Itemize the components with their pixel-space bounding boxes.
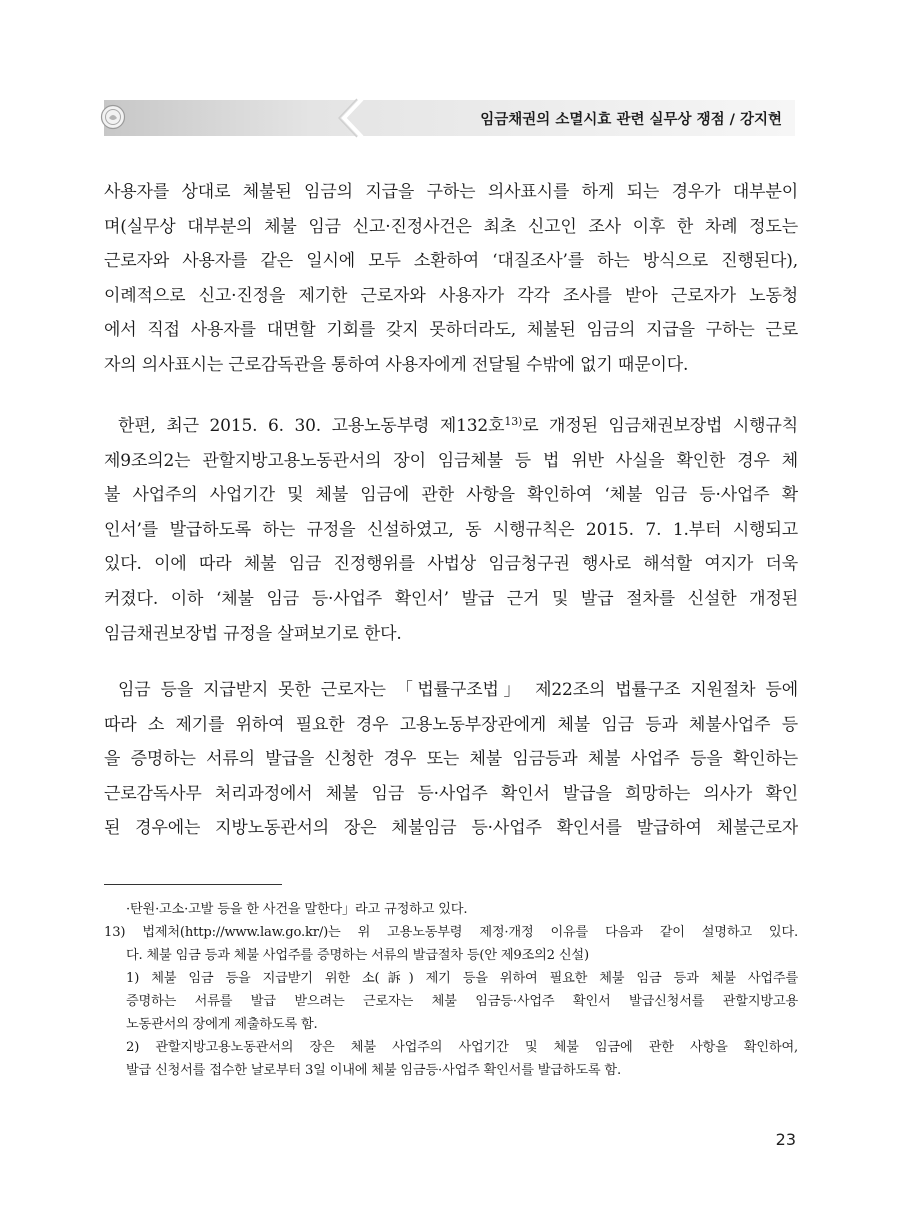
text-line: 자의 의사표시는 근로감독관을 통하여 사용자에게 전달될 수밖에 없기 때문이다. — [104, 354, 689, 375]
text-segment: 한편, 최근 2015. 6. 30. 고용노동부령 제132호 — [118, 416, 505, 436]
text-line: 있다. 이에 따라 체불 임금 진정행위를 사법상 임금청구권 행사로 해석할 여지가 더욱 — [104, 554, 798, 575]
footnote-line: 발급 신청서를 접수한 날로부터 3일 이내에 체불 임금등·사업주 확인서를 발급하도록 함. — [126, 1063, 621, 1078]
text-line: 근로감독사무 처리과정에서 체불 임금 등·사업주 확인서 발급을 희망하는 의사가 확인 — [104, 783, 798, 804]
footnote-divider — [104, 884, 282, 885]
text-line: 며(실무상 대부분의 체불 임금 신고·진정사건은 최초 신고인 조사 이후 한 차례 정도는 — [104, 216, 798, 237]
running-title: 임금채권의 소멸시효 관련 실무상 쟁점 / 강지현 — [480, 112, 782, 128]
text-line: 불 사업주의 사업기간 및 체불 임금에 관한 사항을 확인하여 ‘체불 임금 등·사업주 확 — [104, 485, 798, 506]
text-line: 사용자를 상대로 체불된 임금의 지급을 구하는 의사표시를 하게 되는 경우가 대부분이 — [104, 182, 798, 202]
text-line: 을 증명하는 서류의 발급을 신청한 경우 또는 체불 임금등과 체불 사업주 등을 확인하는 — [104, 749, 798, 770]
text-line: 근로자와 사용자를 같은 일시에 모두 소환하여 ‘대질조사’를 하는 방식으로 진행된다), — [104, 251, 798, 272]
footnote-line: 다. 체불 임금 등과 체불 사업주를 증명하는 서류의 발급절차 등(안 제9조의2 신설) — [126, 948, 589, 963]
text-line — [104, 409, 798, 444]
text-line: 인서’를 발급하도록 하는 규정을 신설하였고, 동 시행규칙은 2015. 7. 1.부터 시행되고 — [104, 519, 798, 540]
text-line: 이례적으로 신고·진정을 제기한 근로자와 사용자가 각각 조사를 받아 근로자가 노동청 — [104, 285, 798, 306]
footnote-line: 1) 체불 임금 등을 지급받기 위한 소(訴) 제기 등을 위하여 필요한 체불 임금 등과 체불 사업주를 — [126, 971, 798, 986]
text-line: 에서 직접 사용자를 대면할 기회를 갖지 못하더라도, 체불된 임금의 지급을 구하는 근로 — [104, 320, 798, 341]
paragraph-1 — [104, 175, 798, 383]
text-line: 따라 소 제기를 위하여 필요한 경우 고용노동부장관에게 체불 임금 등과 체불사업주 등 — [104, 714, 798, 735]
text-line: 제9조의2는 관할지방고용노동관서의 장이 임금체불 등 법 위반 사실을 확인한 경우 체 — [104, 450, 798, 471]
footnote-line: 2) 관할지방고용노동관서의 장은 체불 사업주의 사업기간 및 체불 임금에 관한 사항을 확인하여, — [126, 1040, 798, 1055]
footnotes — [104, 898, 798, 1082]
seal-emblem-icon — [100, 104, 126, 130]
text-line: 커졌다. 이하 ‘체불 임금 등·사업주 확인서’ 발급 근거 및 발급 절차를 신설한 개정된 — [104, 588, 798, 609]
text-line: 된 경우에는 지방노동관서의 장은 체불임금 등·사업주 확인서를 발급하여 체불근로자 — [104, 818, 798, 839]
text-segment: 로 개정된 임금채권보장법 시행규칙 — [522, 416, 798, 436]
paragraph-3 — [104, 673, 798, 846]
paragraph-2 — [104, 409, 798, 651]
footnote-line: ·탄원·고소·고발 등을 한 사건을 말한다」라고 규정하고 있다. — [126, 902, 468, 917]
footnote-line: 증명하는 서류를 발급 받으려는 근로자는 체불 임금등·사업주 확인서 발급신청서를 관할지방고용 — [126, 994, 798, 1009]
footnote-reference: 13) — [504, 415, 523, 428]
text-line: 임금 등을 지급받지 못한 근로자는 「법률구조법」 제22조의 법률구조 지원절차 등에 — [118, 680, 798, 700]
page-number: 23 — [775, 1130, 796, 1149]
chevron-left-icon — [338, 96, 368, 140]
footnote-line: 노동관서의 장에게 제출하도록 함. — [126, 1017, 318, 1032]
text-line: 임금채권보장법 규정을 살펴보기로 한다. — [104, 623, 402, 644]
footnote-line: 13) 법제처(http://www.law.go.kr/)는 위 고용노동부령 제정·개정 이유를 다음과 같이 설명하고 있다. — [104, 925, 798, 940]
